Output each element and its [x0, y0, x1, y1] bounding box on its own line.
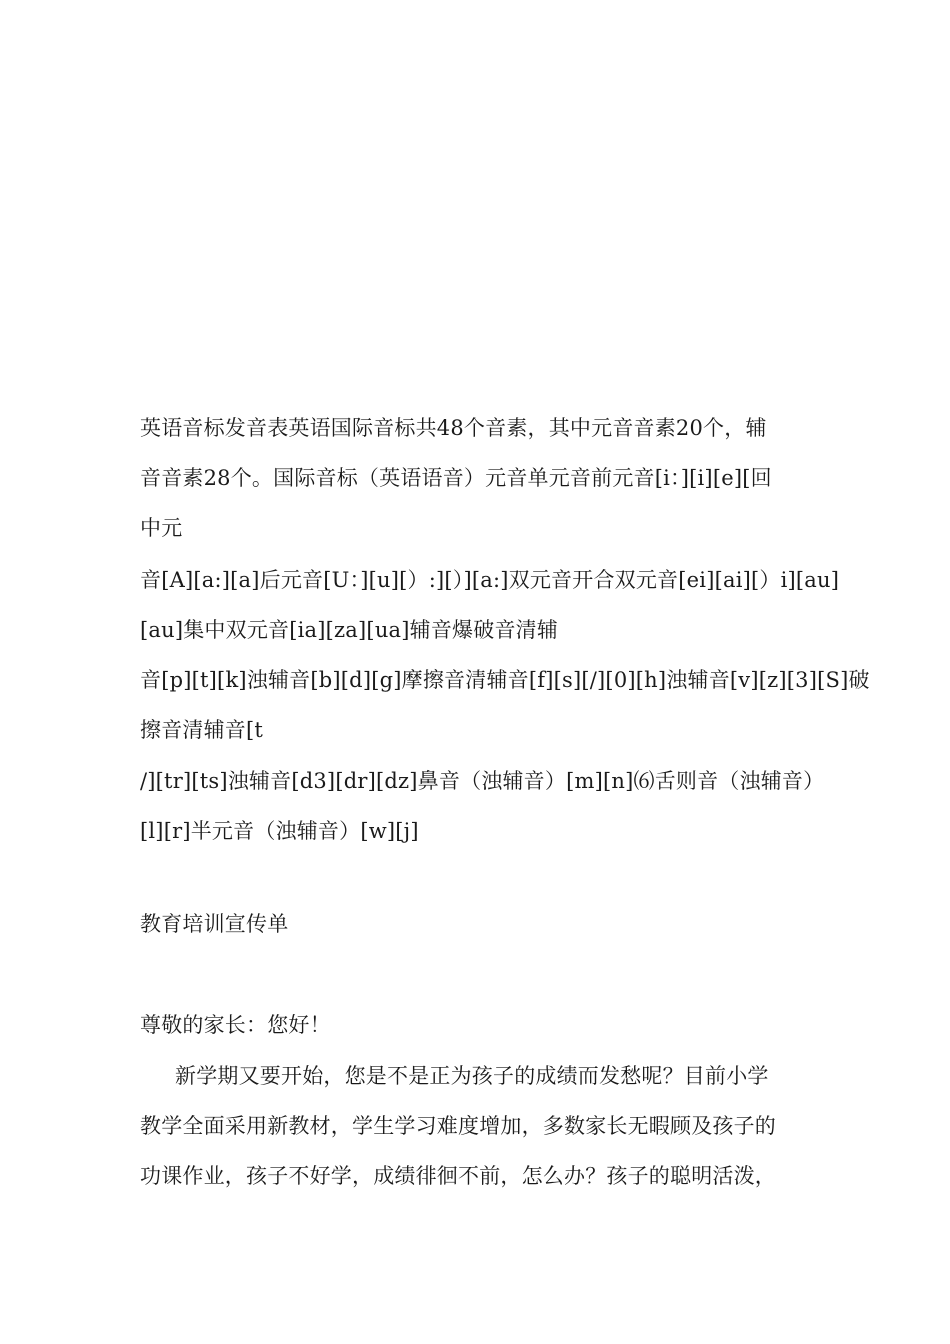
phonetics-line-1: 英语音标发音表英语国际音标共48个音素，其中元音音素20个，辅	[140, 416, 767, 440]
phonetics-line-5: [au]集中双元音[ia][za][ua]辅音爆破音清辅	[140, 618, 559, 642]
phonetics-line-6: 音[p][t][k]浊辅音[b][d][g]摩擦音清辅音[f][s][/][0][h]浊辅音[v][z][3][S]破	[140, 668, 870, 692]
phonetics-line-8: /][tr][ts]浊辅音[d3][dr][dz]鼻音（浊辅音）[m][n]⑹舌则音（浊辅音）	[140, 769, 825, 793]
greeting: 尊敬的家长：您好！	[140, 1013, 331, 1037]
flyer-title: 教育培训宣传单	[140, 912, 289, 936]
body-line-2: 教学全面采用新教材，学生学习难度增加，多数家长无暇顾及孩子的	[140, 1114, 776, 1138]
phonetics-line-3: 中元	[140, 516, 183, 540]
phonetics-line-4: 音[A][a:][a]后元音[U：][u][）:][）][a:]双元音开合双元音[ei][ai][）i][au]	[140, 568, 840, 592]
body-line-1: 新学期又要开始，您是不是正为孩子的成绩而发愁呢？目前小学	[175, 1064, 769, 1088]
body-line-3: 功课作业，孩子不好学，成绩徘徊不前，怎么办？孩子的聪明活泼，	[140, 1164, 776, 1188]
phonetics-line-9: [l][r]半元音（浊辅音）[w][j]	[140, 819, 419, 843]
phonetics-line-7: 擦音清辅音[t	[140, 718, 264, 742]
phonetics-line-2: 音音素28个。国际音标（英语语音）元音单元音前元音[i：][i][e][回	[140, 466, 772, 490]
